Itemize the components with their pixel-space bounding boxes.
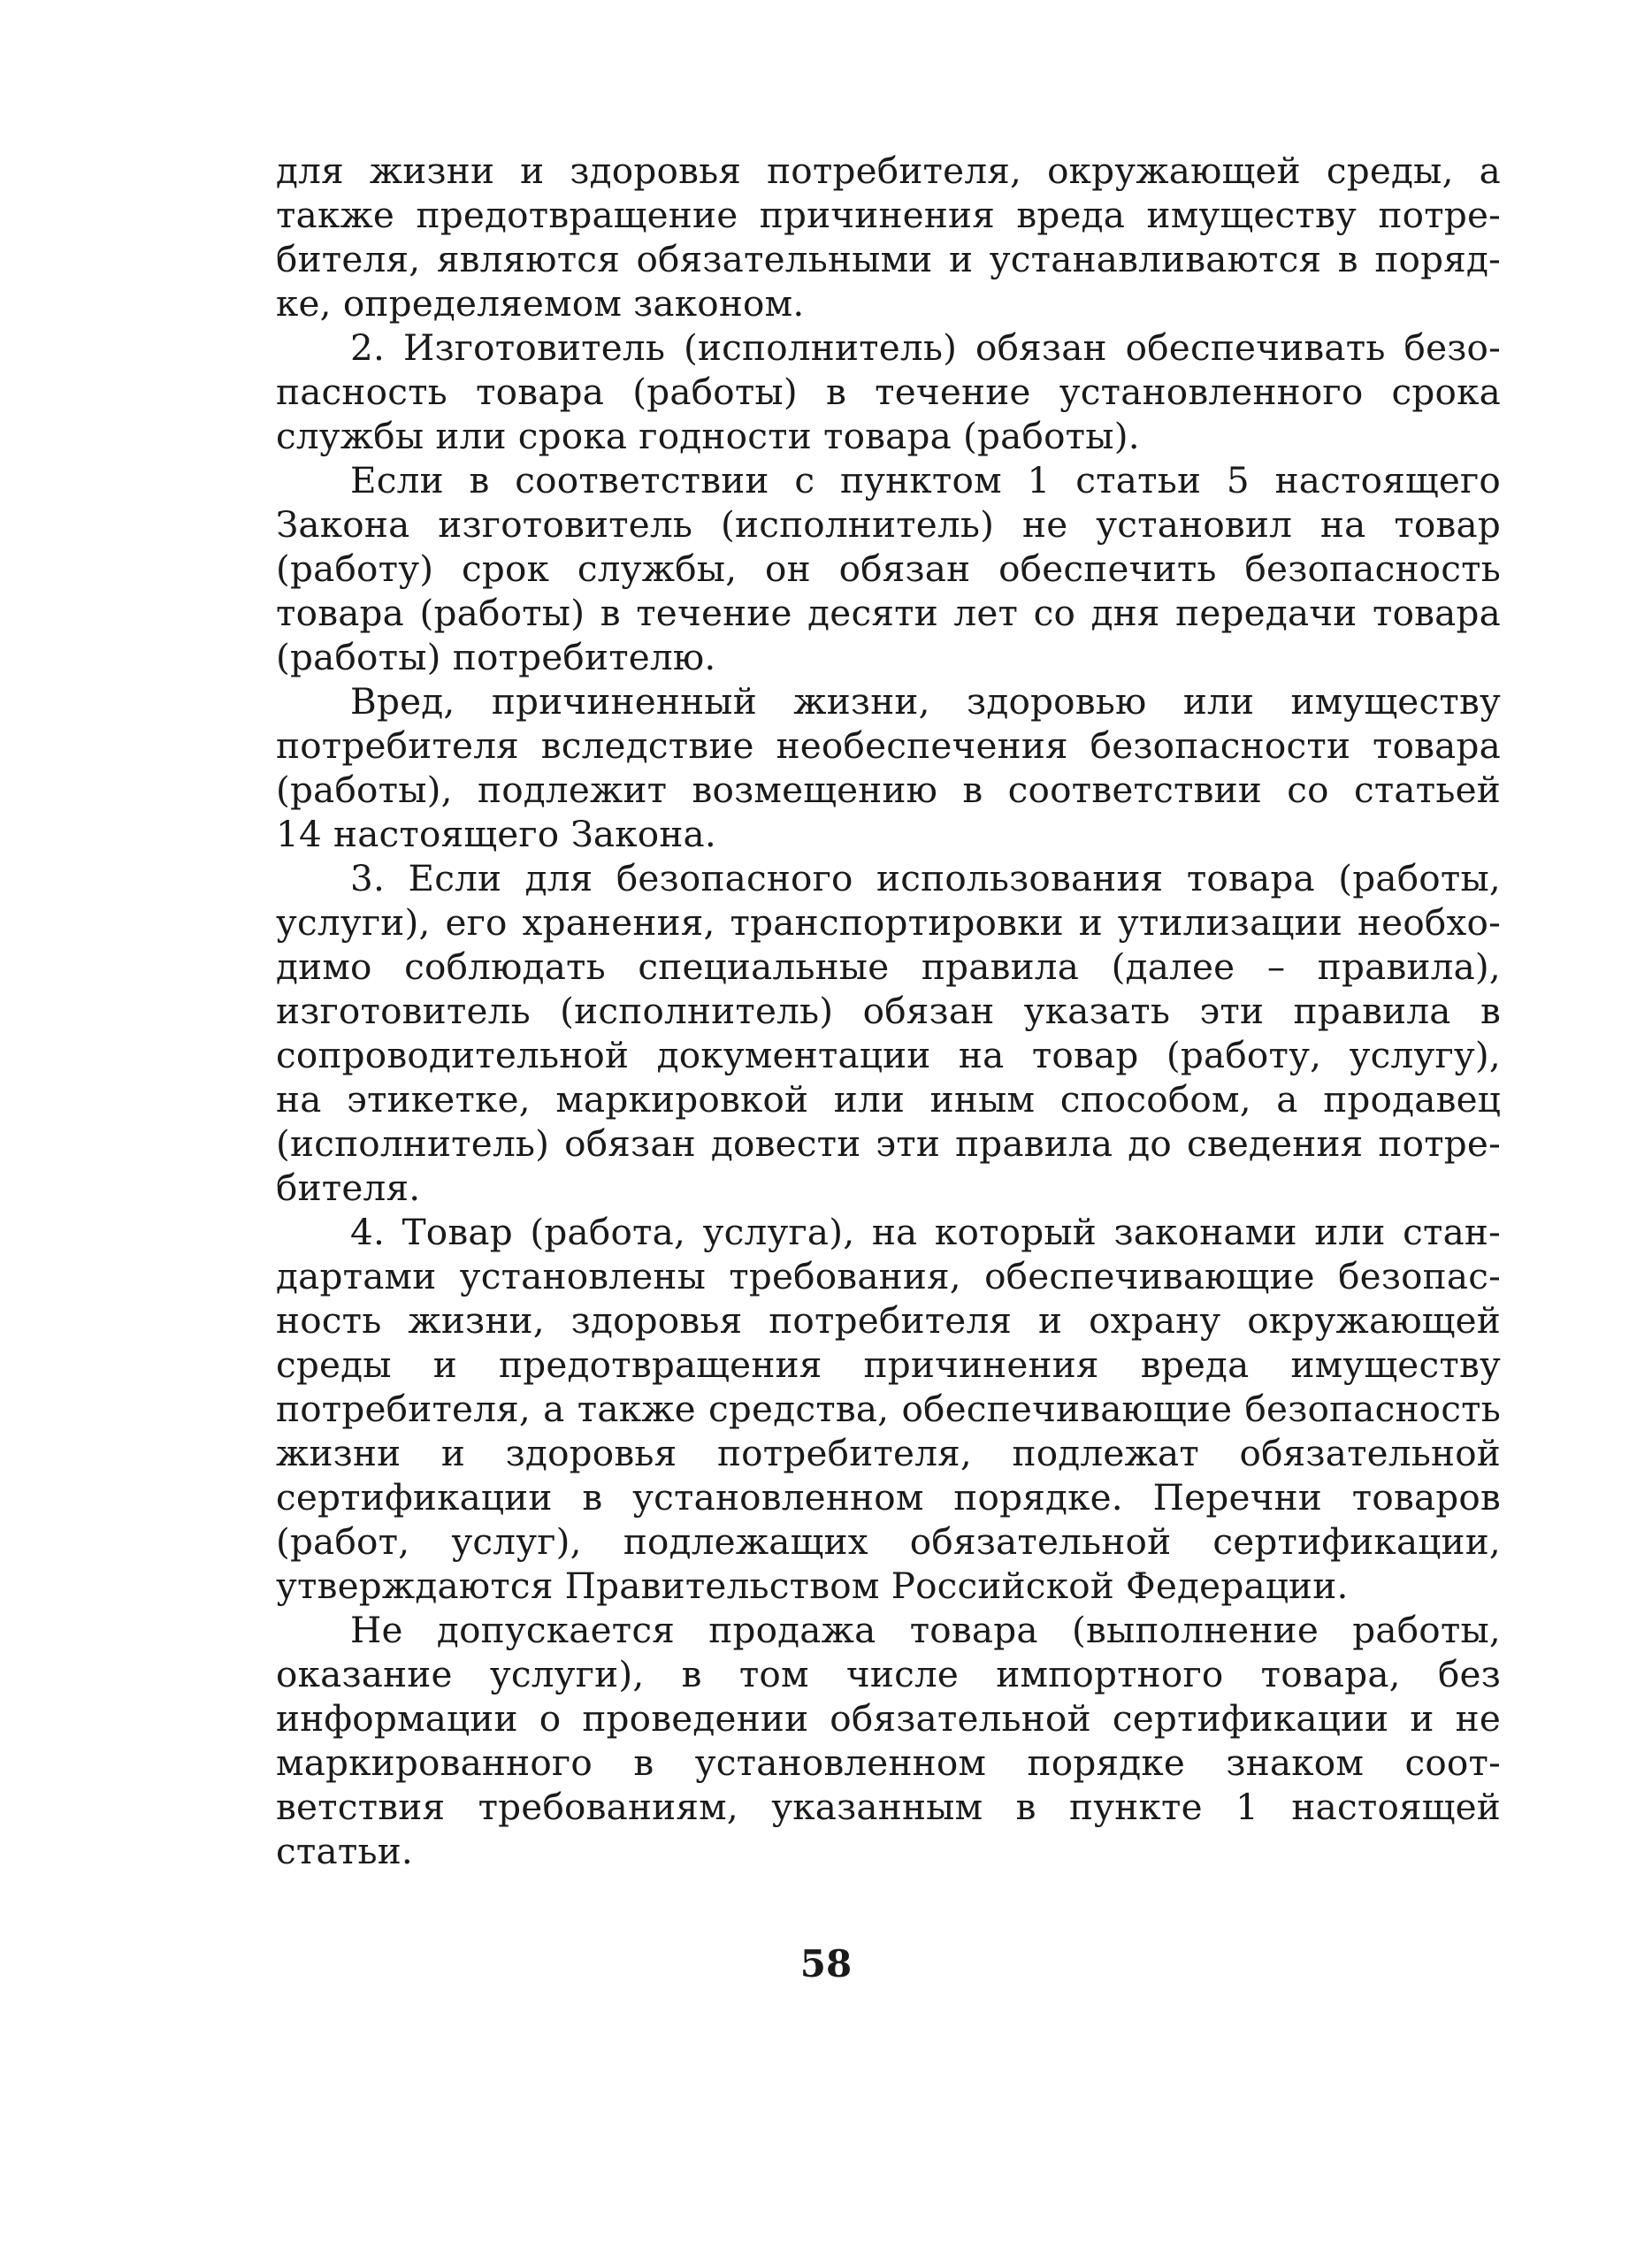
- text-line: Закона изготовитель (исполнитель) не установил на товар: [276, 503, 1501, 546]
- text-line: среды и предотвращения причинения вреда имуществу: [276, 1343, 1501, 1386]
- document-body: [276, 149, 1501, 1873]
- text-line: ветствия требованиям, указанным в пункте 1 настоящей: [276, 1786, 1501, 1828]
- text-line: потребителя, а также средства, обеспечивающие безопасность: [276, 1388, 1501, 1430]
- text-line: (работы), подлежит возмещению в соответствии со статьей: [276, 769, 1501, 811]
- text-line: ность жизни, здоровья потребителя и охрану окружающей: [276, 1299, 1501, 1342]
- text-line: сертификации в установленном порядке. Перечни товаров: [276, 1476, 1501, 1519]
- text-line: оказание услуги), в том числе импортного товара, без: [276, 1653, 1501, 1695]
- text-line: сопроводительной документации на товар (работу, услугу),: [276, 1034, 1501, 1076]
- text-line: дартами установлены требования, обеспечивающие безопас-: [276, 1255, 1501, 1297]
- text-line: 2. Изготовитель (исполнитель) обязан обеспечивать безо-: [350, 326, 1501, 369]
- text-line: 4. Товар (работа, услуга), на который законами или стан-: [350, 1211, 1501, 1253]
- text-line: бителя, являются обязательными и устанавливаются в поряд-: [276, 238, 1501, 280]
- text-line: услуги), его хранения, транспортировки и утилизации необхо-: [276, 901, 1501, 944]
- text-line: на этикетке, маркировкой или иным способом, а продавец: [276, 1078, 1501, 1121]
- text-line: также предотвращение причинения вреда имуществу потре-: [276, 194, 1501, 236]
- text-line: 3. Если для безопасного использования товара (работы,: [350, 857, 1501, 899]
- text-line: для жизни и здоровья потребителя, окружающей среды, а: [276, 149, 1501, 192]
- text-line: Вред, причиненный жизни, здоровью или имуществу: [350, 680, 1501, 723]
- text-line: маркированного в установленном порядке знаком соот-: [276, 1741, 1501, 1784]
- paragraph-3: [276, 458, 1501, 679]
- text-line: службы или срока годности товара (работы).: [276, 415, 1140, 457]
- text-line: бителя.: [276, 1167, 421, 1209]
- text-line: изготовитель (исполнитель) обязан указать эти правила в: [276, 990, 1501, 1032]
- page-number: 58: [799, 1942, 853, 1985]
- paragraph-2: [276, 325, 1501, 458]
- text-line: Если в соответствии с пунктом 1 статьи 5 настоящего: [350, 459, 1501, 501]
- text-line: (исполнитель) обязан довести эти правила до сведения потре-: [276, 1122, 1501, 1165]
- text-line: 14 настоящего Закона.: [276, 813, 716, 855]
- text-line: товара (работы) в течение десяти лет со дня передачи товара: [276, 592, 1501, 634]
- text-line: (работы) потребителю.: [276, 636, 716, 678]
- paragraph-7: [276, 1608, 1501, 1873]
- text-line: пасность товара (работы) в течение установленного срока: [276, 371, 1501, 413]
- paragraph-6: [276, 1210, 1501, 1608]
- text-line: (работу) срок службы, он обязан обеспечить безопасность: [276, 547, 1501, 590]
- text-line: (работ, услуг), подлежащих обязательной сертификации,: [276, 1520, 1501, 1563]
- text-line: потребителя вследствие необеспечения безопасности товара: [276, 724, 1501, 767]
- text-line: димо соблюдать специальные правила (далее – правила),: [276, 945, 1501, 988]
- text-line: ке, определяемом законом.: [276, 282, 805, 325]
- text-line: Не допускается продажа товара (выполнение работы,: [350, 1609, 1501, 1651]
- paragraph-5: [276, 856, 1501, 1210]
- text-line: статьи.: [276, 1830, 413, 1872]
- paragraph-4: [276, 679, 1501, 856]
- text-line: утверждаются Правительством Российской Федерации.: [276, 1565, 1349, 1607]
- text-line: жизни и здоровья потребителя, подлежат обязательной: [276, 1432, 1501, 1474]
- text-line: информации о проведении обязательной сертификации и не: [276, 1697, 1501, 1740]
- paragraph-1: [276, 149, 1501, 325]
